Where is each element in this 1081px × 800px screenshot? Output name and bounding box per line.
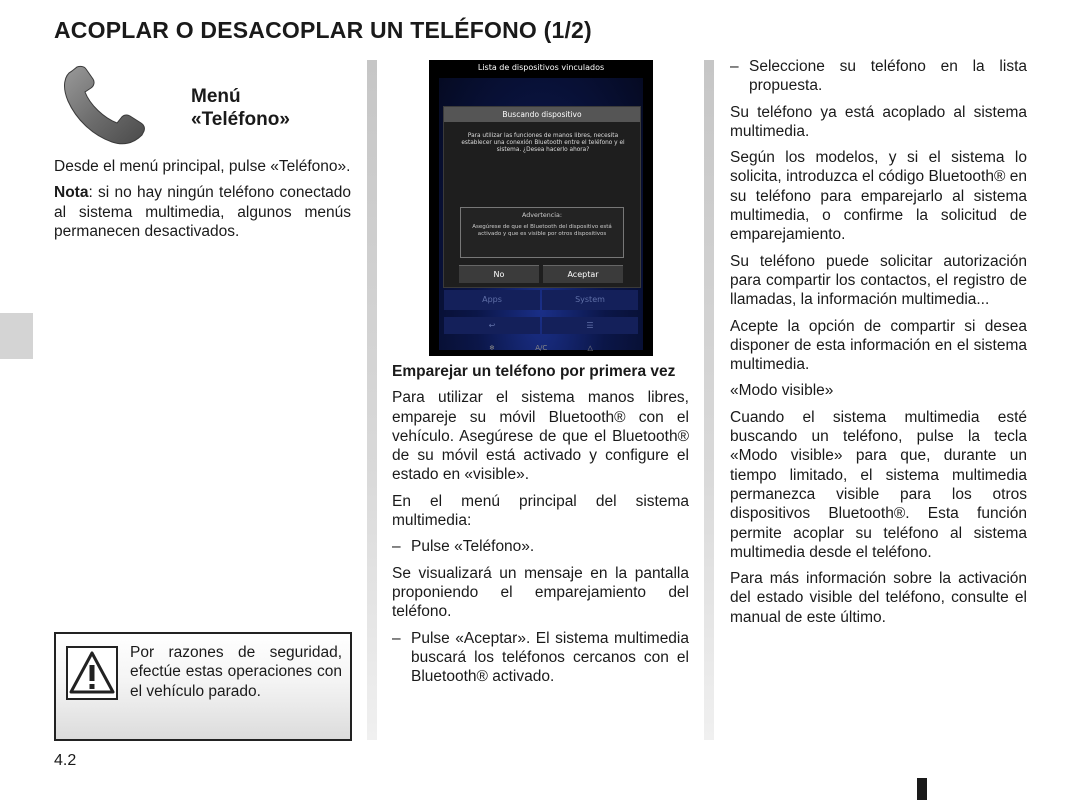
list-item-text: Pulse «Teléfono». (411, 538, 535, 556)
warning-triangle-icon (66, 646, 118, 700)
page-title: ACOPLAR O DESACOPLAR UN TELÉFONO (1/2) (54, 17, 592, 43)
list-item-text: Pulse «Aceptar». El sistema multimedia buscará los teléfonos cercanos con el Bluetooth® activado. (411, 629, 689, 686)
dialog-title: Buscando dispositivo (444, 107, 640, 122)
list-item: – Pulse «Teléfono». (392, 537, 689, 556)
column-divider (367, 60, 377, 740)
paragraph: En el menú principal del sistema multimedia: (392, 492, 689, 530)
right-column (730, 57, 1027, 634)
paragraph: Su teléfono ya está acoplado al sistema multimedia. (730, 103, 1027, 140)
screen-bottom-bar (429, 339, 653, 356)
climate-icon[interactable]: ❄ (489, 343, 495, 352)
list-item-text: Seleccione su teléfono en la lista propuesta. (749, 58, 1027, 95)
paragraph: Acepte la opción de compartir si desea disponer de esta información en el sistema multimedia. (730, 317, 1027, 374)
paragraph: Para más información sobre la activación del estado visible del teléfono, consulte el manual de este último. (730, 570, 1027, 626)
menu-heading (191, 85, 290, 131)
paragraph: Su teléfono puede solicitar autorización para compartir los contactos, el registro de llamadas, la información multimedia... (730, 252, 1027, 309)
no-button[interactable]: No (459, 265, 539, 283)
page-number: 4.2 (54, 752, 77, 769)
intro-paragraph: Desde el menú principal, pulse «Teléfono». (54, 158, 351, 175)
screen-apps-button[interactable]: Apps (444, 290, 540, 310)
list-item: – Seleccione su teléfono en la lista propuesta. (730, 58, 1027, 95)
note-paragraph (54, 183, 351, 241)
middle-column (392, 362, 689, 693)
pairing-heading: Emparejar un teléfono por primera vez (392, 363, 676, 380)
list-item: – Pulse «Aceptar». El sistema multimedia buscará los teléfonos cercanos con el Bluetooth® activado. (392, 629, 689, 686)
accept-button[interactable]: Aceptar (543, 265, 623, 283)
note-label: Nota (54, 184, 89, 202)
back-icon[interactable]: ↩ (444, 317, 540, 334)
paragraph: «Modo visible» (730, 382, 834, 400)
dialog-warning-title: Advertencia: (522, 212, 562, 219)
menu-heading-line1: Menú (191, 86, 241, 107)
dialog-body: Para utilizar las funciones de manos libres, necesita establecer una conexión Bluetooth entre el teléfono y el sistema. ¿Desea hacerlo ahora? (461, 133, 625, 153)
multimedia-screen (429, 60, 653, 356)
dialog-warning-text: Asegúrese de que el Bluetooth del dispositivo está activado y que es visible por otros dispositivos (472, 224, 612, 237)
hazard-icon[interactable]: △ (587, 343, 593, 352)
screen-system-button[interactable]: System (542, 290, 638, 310)
column-divider (704, 60, 714, 740)
ac-label[interactable]: A/C (535, 343, 548, 352)
pairing-dialog (443, 106, 641, 288)
screen-header: Lista de dispositivos vinculados (477, 63, 605, 72)
warning-box (54, 632, 352, 741)
dialog-warning (460, 207, 624, 258)
paragraph: Cuando el sistema multimedia esté buscando un teléfono, pulse la tecla «Modo visible» para que, durante un tiempo limitado, el sistema multimedia permanezca visible para los otros dispositivos Bluetooth®. Esta función permite acoplar su teléfono al sistema multimedia desde el teléfono. (730, 408, 1027, 561)
corner-mark (917, 778, 927, 800)
left-column (54, 157, 351, 248)
paragraph: Se visualizará un mensaje en la pantalla proponiendo el emparejamiento del teléfono. (392, 564, 689, 621)
menu-heading-line2: «Teléfono» (191, 109, 290, 130)
phone-handset-icon (60, 65, 150, 145)
paragraph: Para utilizar el sistema manos libres, empareje su móvil Bluetooth® con el vehículo. Asegúrese de que el Bluetooth® de su móvil está activado y configure el estado en «visible». (392, 389, 689, 484)
paragraph: Según los modelos, y si el sistema lo solicita, introduzca el código Bluetooth® en su teléfono para emparejarlo al sistema multimedia, o confirme la solicitud de emparejamiento. (730, 149, 1027, 244)
warning-text: Por razones de seguridad, efectúe estas operaciones con el vehículo parado. (130, 644, 342, 700)
list-icon[interactable]: ☰ (542, 317, 638, 334)
section-tab (0, 313, 33, 359)
note-text: : si no hay ningún teléfono conectado al sistema multimedia, algunos menús permanecen desactivados. (54, 184, 351, 240)
